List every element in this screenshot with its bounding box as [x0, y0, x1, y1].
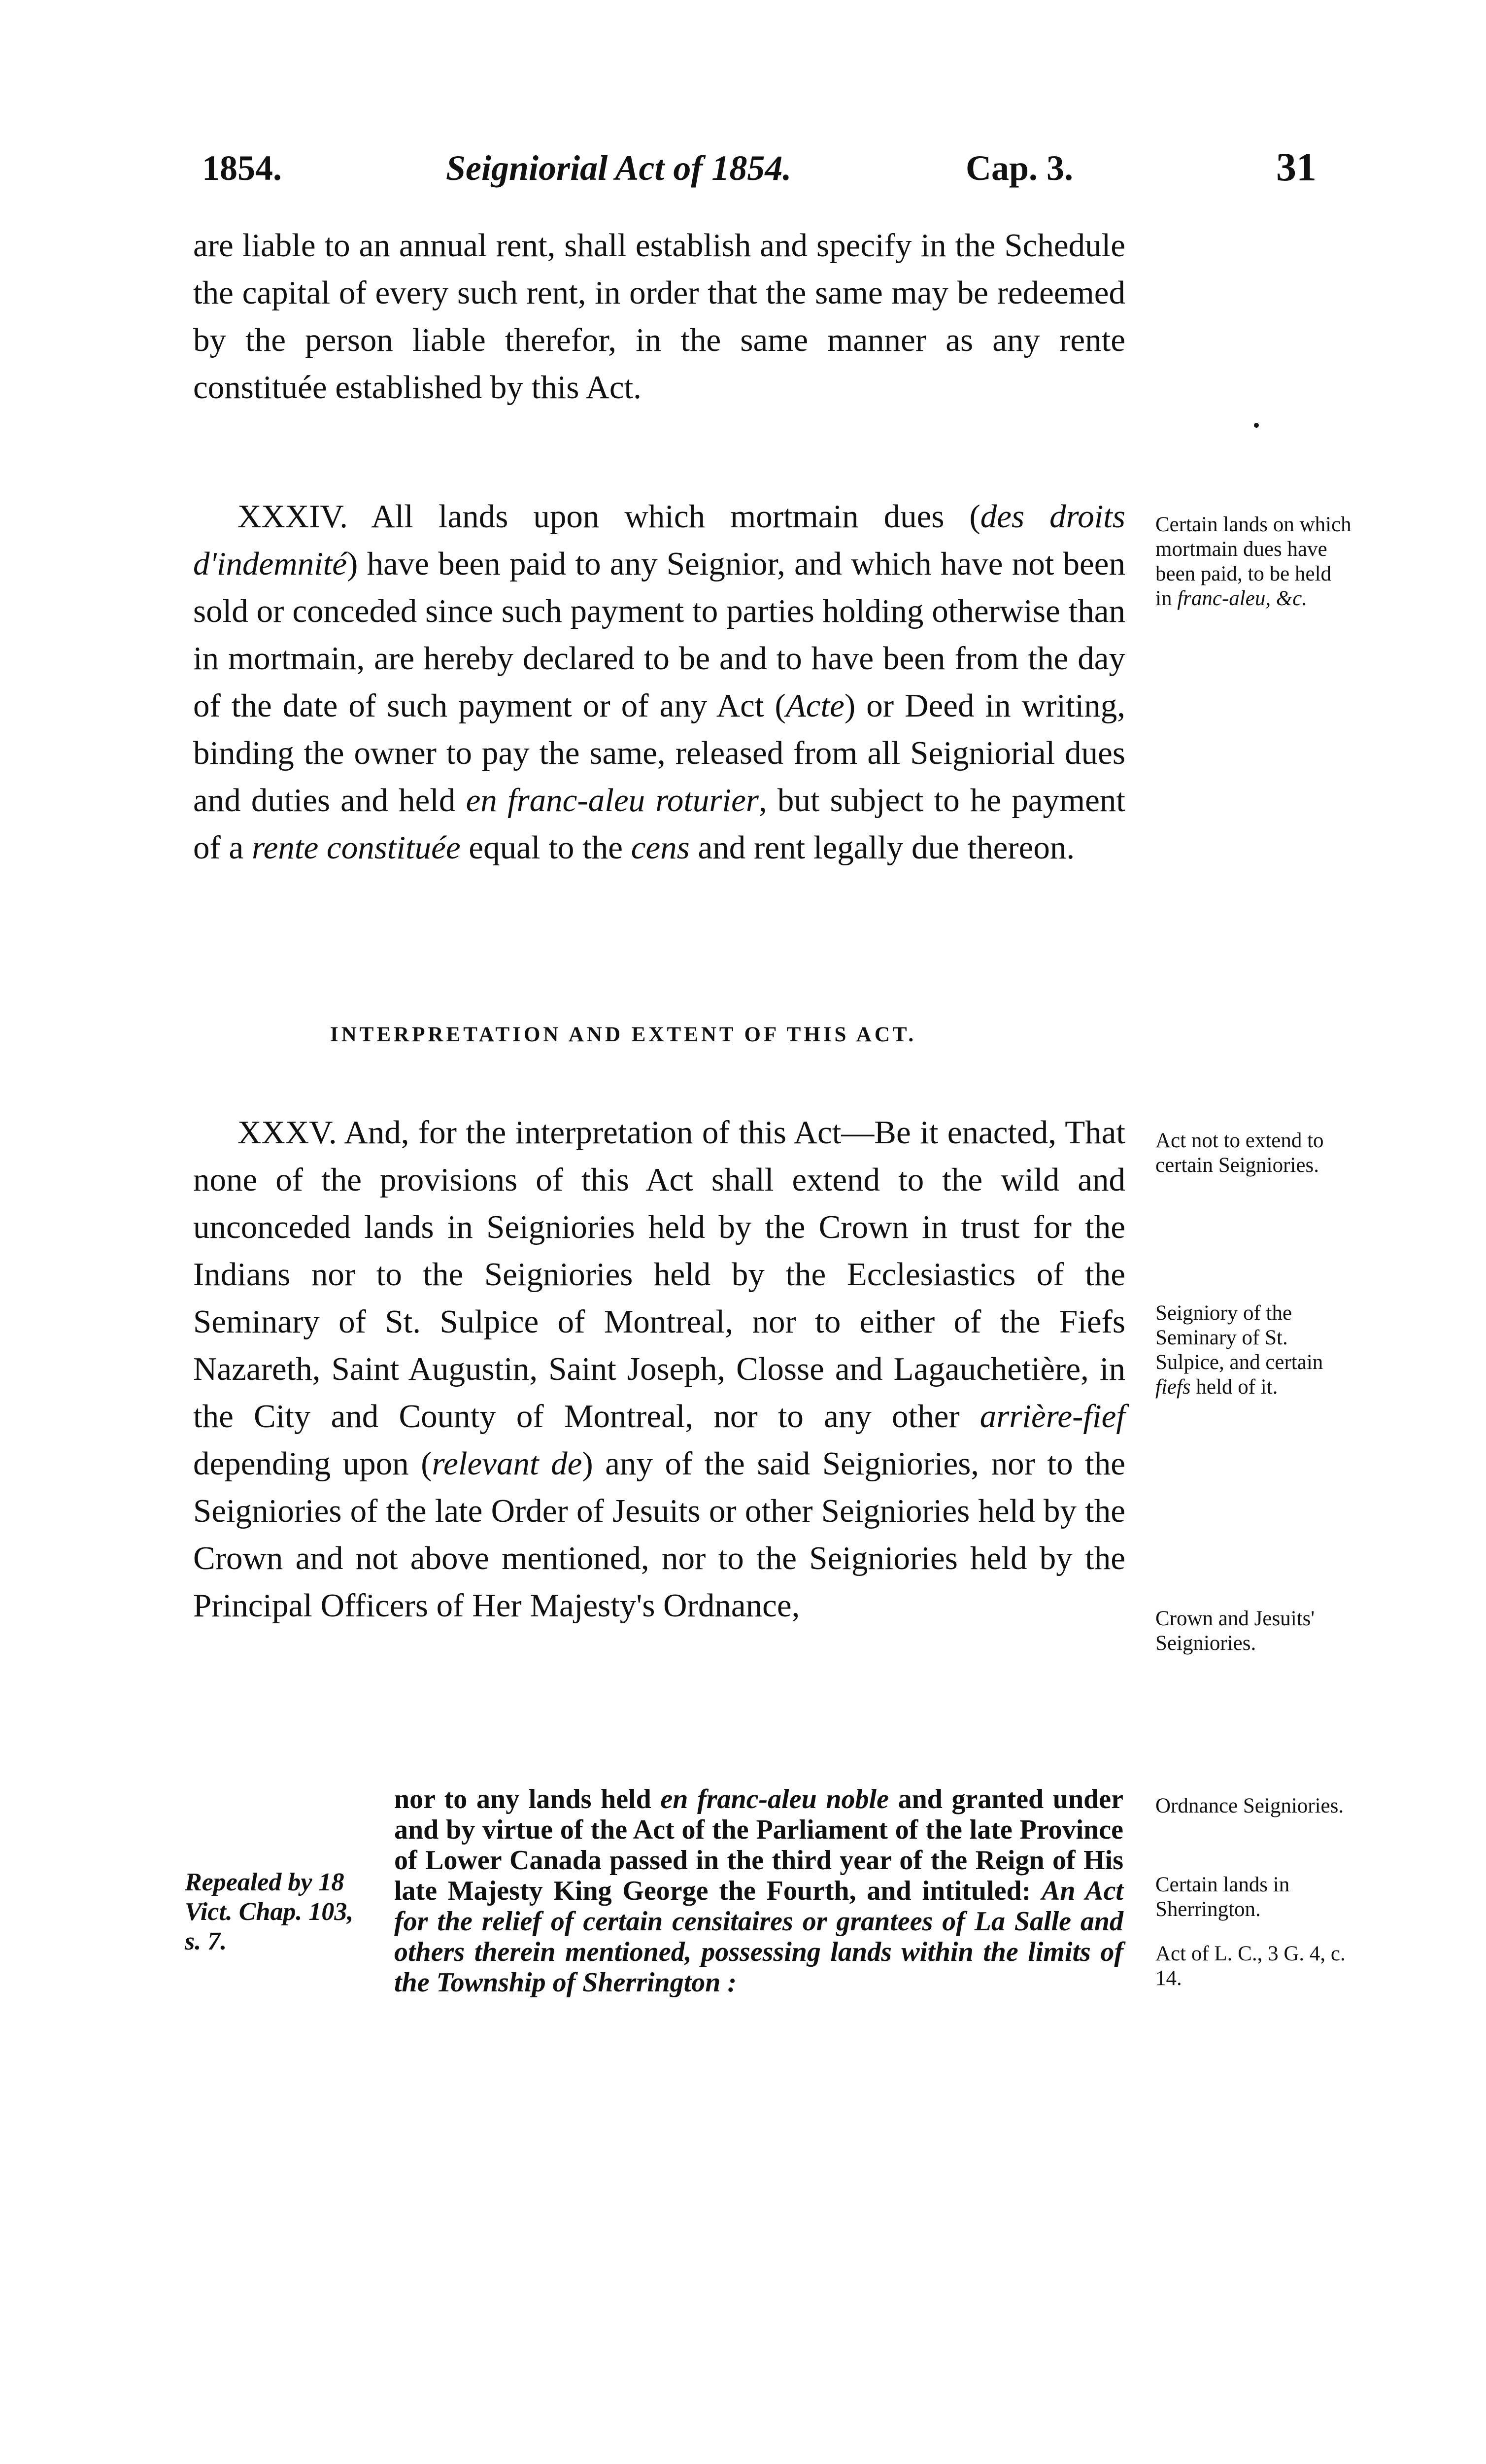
margin-note-3b: fiefs [1155, 1375, 1191, 1399]
repealed-part-2: and granted under and by virtue of the Act of the Parliament of the late Province of Lower Canada passed in the third year of the Reign of His late Majesty King George the Fourth, and intituled: [394, 1784, 1123, 1906]
section-34-italic-3: en franc-aleu roturier [466, 782, 759, 819]
section-35-part-3: ) any of the said Seigniories, nor to the Seigniories of the late Order of Jesuits or other Seigniories held by the Crown and not above mentioned, nor to the Seigniories held by the Principal Officers of Her Majesty's Ordnance, [193, 1445, 1125, 1624]
section-34-part-5: equal to the [460, 829, 631, 866]
section-35 [193, 1109, 1125, 1629]
header-chapter: Cap. 3. [966, 148, 1074, 188]
section-34-lead: XXXIV. All lands upon which mortmain dues ( [237, 498, 980, 535]
section-34-text [193, 493, 1125, 871]
section-35-text [193, 1109, 1125, 1629]
repealed-margin-note: Repealed by 18 Vict. Chap. 103, s. 7. [185, 1868, 354, 1955]
margin-note-act-not-to-extend: Act not to extend to certain Seigniories. [1155, 1129, 1324, 1177]
section-34-part-3: ) or Deed in writing, binding the owner to pay the same, released from all Seigniorial dues and duties and held [193, 687, 1126, 819]
margin-note-certain-lands [1155, 513, 1352, 611]
margin-note-3c: held of it. [1190, 1375, 1278, 1399]
repealed-block-text [394, 1784, 1123, 1998]
section-34-italic-4: rente constituée [252, 829, 461, 866]
margin-note-ordnance: Ordnance Seigniories. [1155, 1794, 1344, 1817]
intro-paragraph [193, 222, 1125, 411]
repealed-block [394, 1784, 1123, 1998]
section-34-part-4: , but subject to he payment of a [193, 782, 1125, 866]
margin-note-1a: Certain lands on which mortmain dues have been paid, to be held in [1155, 513, 1351, 610]
margin-note-1b: franc-aleu, &c. [1177, 587, 1308, 610]
header-title: Seigniorial Act of 1854. [446, 148, 792, 188]
margin-note-act-lc: Act of L. C., 3 G. 4, c. 14. [1155, 1942, 1346, 1990]
margin-note-3a: Seigniory of the Seminary of St. Sulpice, and certain [1155, 1301, 1323, 1374]
repealed-italic-1: en franc-aleu noble [660, 1784, 889, 1814]
margin-note-sherrington: Certain lands in Sherrington. [1155, 1873, 1290, 1921]
section-35-part-1: XXXV. And, for the interpretation of this Act—Be it enacted, That none of the provisions of this Act shall extend to the wild and unconceded lands in Seigniories held by the Crown in trust for the Indians nor to the Seigniories held by the Ecclesiastics of the Seminary of St. Sulpice of Montreal, nor to either of the Fiefs Nazareth, Saint Augustin, Saint Joseph, Closse and Lagauchetière, in the City and County of Montreal, nor to any other [193, 1114, 1125, 1435]
header-year: 1854. [202, 148, 282, 188]
section-heading: INTERPRETATION AND EXTENT OF THIS ACT. [330, 1023, 917, 1046]
section-35-italic-1: arrière-fief [979, 1398, 1125, 1435]
intro-paragraph-text: are liable to an annual rent, shall establish and specify in the Schedule the capital of every such rent, in order that the same may be redeemed by the person liable therefor, in the same manner as any rente constituée established by this Act. [193, 227, 1125, 406]
section-34-italic-1: des droits d'indemnité [193, 498, 1125, 582]
margin-note-crown-jesuits: Crown and Jesuits' Seigniories. [1155, 1607, 1315, 1655]
section-34-italic-5: cens [631, 829, 690, 866]
section-35-italic-2: relevant de [432, 1445, 582, 1482]
stray-dot [1254, 423, 1259, 428]
section-34-italic-2: Acte [785, 687, 844, 724]
margin-note-seminary [1155, 1301, 1352, 1400]
section-34 [193, 493, 1125, 871]
page-number: 31 [1276, 144, 1317, 189]
section-34-part-6: and rent legally due thereon. [689, 829, 1075, 866]
section-35-part-2: depending upon ( [193, 1445, 432, 1482]
section-34-part-2: ) have been paid to any Seignior, and which have not been sold or conceded since such payment to parties holding otherwise than in mortmain, are hereby declared to be and to have been from the day of the date of such payment or of any Act ( [193, 546, 1125, 724]
repealed-part-1: nor to any lands held [394, 1784, 661, 1814]
repealed-italic-2: An Act for the relief of certain censitaires or grantees of La Salle and others therein mentioned, possessing lands within the limits of the Township of Sherrington : [394, 1876, 1123, 1998]
